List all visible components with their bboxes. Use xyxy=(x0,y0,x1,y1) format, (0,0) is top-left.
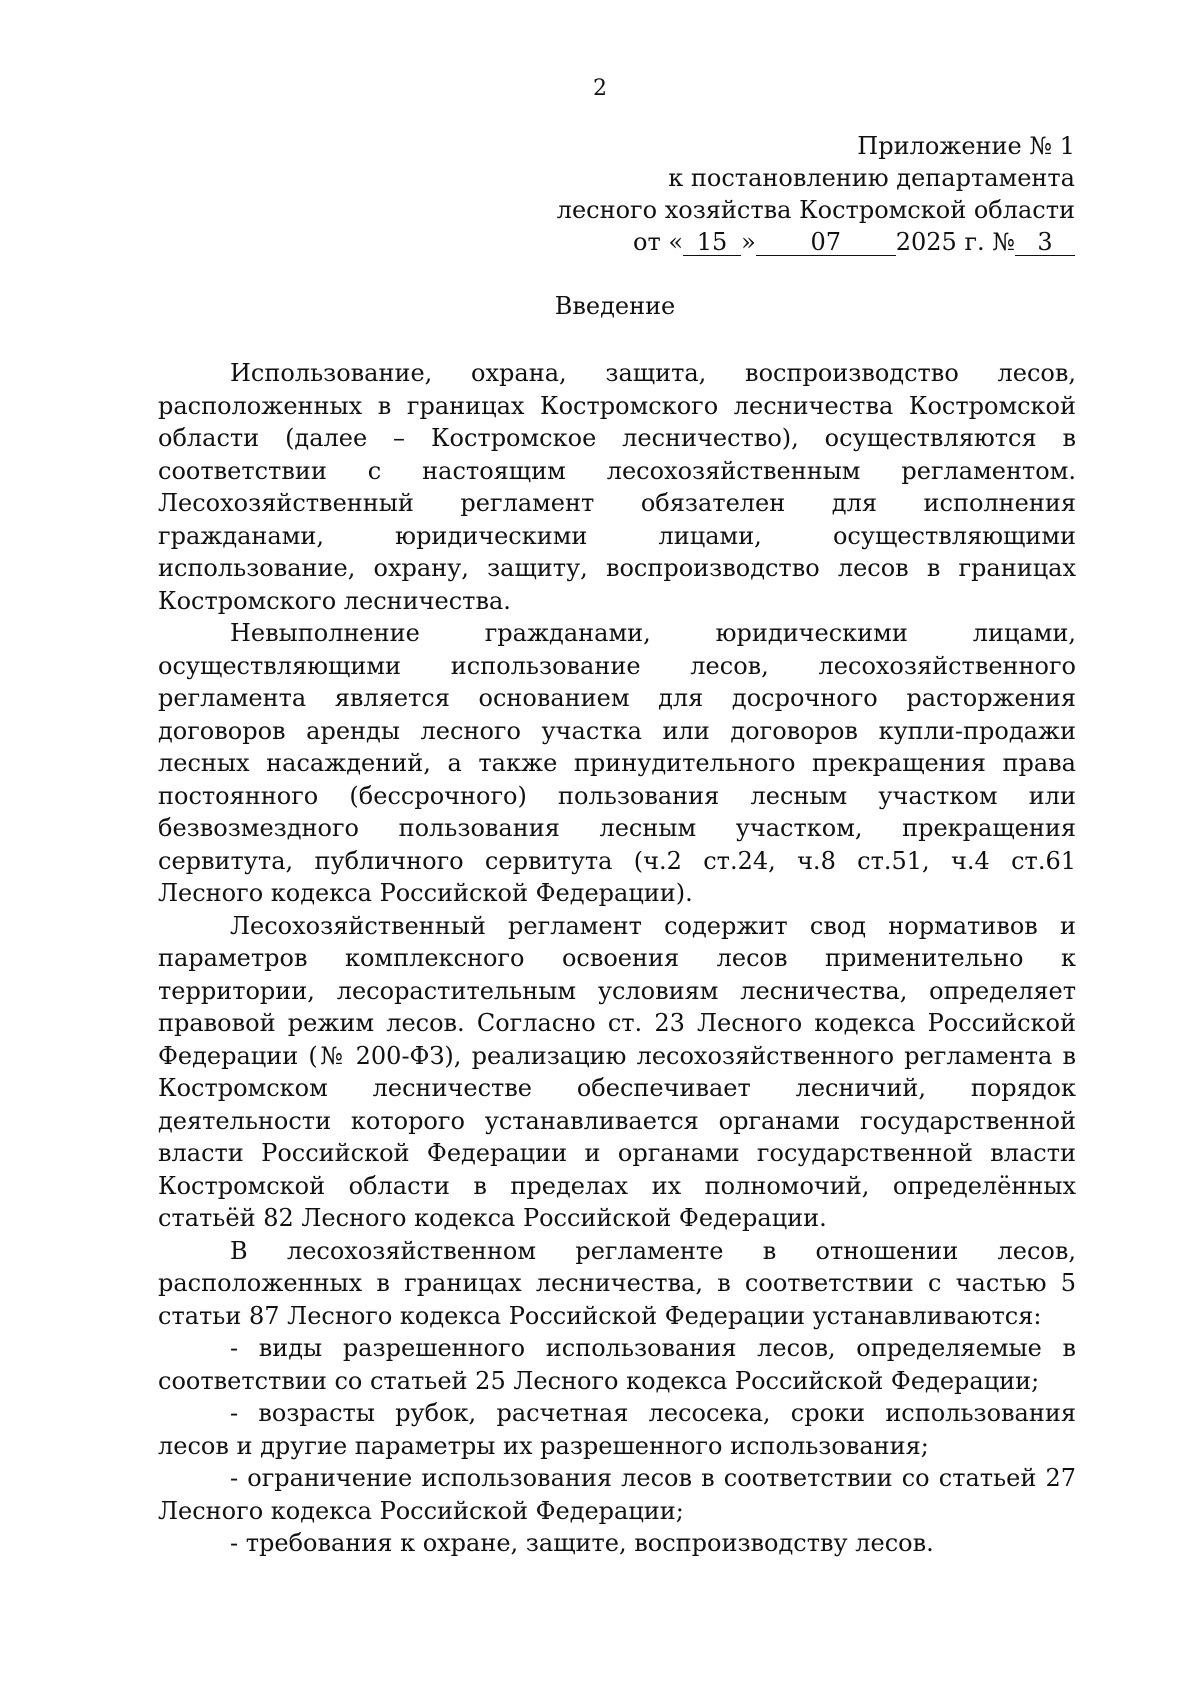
paragraph: Невыполнение гражданами, юридическими лицами, осуществляющими использование лесов, лесохозяйственного регламента является основанием для досрочного расторжения договоров аренды лесного участка или договоров купли-продажи лесных насаждений, а также принудительного прекращения права постоянного (бессрочного) пользования лесным участком или безвозмездного пользования лесным участком, прекращения сервитута, публичного сервитута (ч.2 ст.24, ч.8 ст.51, ч.4 ст.61 Лесного кодекса Российской Федерации). xyxy=(158,619,1076,907)
date-month: 07 xyxy=(756,229,896,256)
decree-number: 3 xyxy=(1015,229,1075,256)
appendix-line-department: лесного хозяйства Костромской области xyxy=(556,196,1075,224)
date-day: 15 xyxy=(683,229,741,256)
appendix-date-line xyxy=(375,226,1075,258)
page-number: 2 xyxy=(593,76,607,101)
list-item: - виды разрешенного использования лесов, определяемые в соответствии со статьей 25 Лесного кодекса Российской Федерации; xyxy=(158,1334,1076,1395)
date-year: 2025 г. № xyxy=(895,228,1015,256)
appendix-line-decree: к постановлению департамента xyxy=(668,164,1075,192)
paragraph: Лесохозяйственный регламент содержит свод нормативов и параметров комплексного освоения лесов применительно к территории, лесорастительным условиям лесничества, определяет правовой режим лесов. Согласно ст. 23 Лесного кодекса Российской Федерации (№ 200-ФЗ), реализацию лесохозяйственного регламента в Костромском лесничестве обеспечивает лесничий, порядок деятельности которого устанавливается органами государственной власти Российской Федерации и органами государственной власти Костромской области в пределах их полномочий, определённых статьёй 82 Лесного кодекса Российской Федерации. xyxy=(158,911,1076,1232)
list-item: - возрасты рубок, расчетная лесосека, сроки использования лесов и другие параметры их разрешенного использования; xyxy=(158,1399,1076,1460)
list-item: - требования к охране, защите, воспроизводству лесов. xyxy=(230,1529,934,1557)
date-mid: » xyxy=(741,228,756,256)
date-prefix: от « xyxy=(633,228,684,256)
section-title: Введение xyxy=(554,292,676,320)
document-body xyxy=(158,357,1076,1560)
appendix-header xyxy=(375,130,1075,258)
list-item: - ограничение использования лесов в соответствии со статьей 27 Лесного кодекса Российской Федерации; xyxy=(158,1464,1076,1525)
paragraph: В лесохозяйственном регламенте в отношении лесов, расположенных в границах лесничества, в соответствии с частью 5 статьи 87 Лесного кодекса Российской Федерации устанавливаются: xyxy=(158,1236,1076,1330)
paragraph: Использование, охрана, защита, воспроизводство лесов, расположенных в границах Костромского лесничества Костромской области (далее – Костромское лесничество), осуществляются в соответствии с настоящим лесохозяйственным регламентом. Лесохозяйственный регламент обязателен для исполнения гражданами, юридическими лицами, осуществляющими использование, охрану, защиту, воспроизводство лесов в границах Костромского лесничества. xyxy=(158,359,1076,615)
appendix-title: Приложение № 1 xyxy=(857,132,1075,160)
